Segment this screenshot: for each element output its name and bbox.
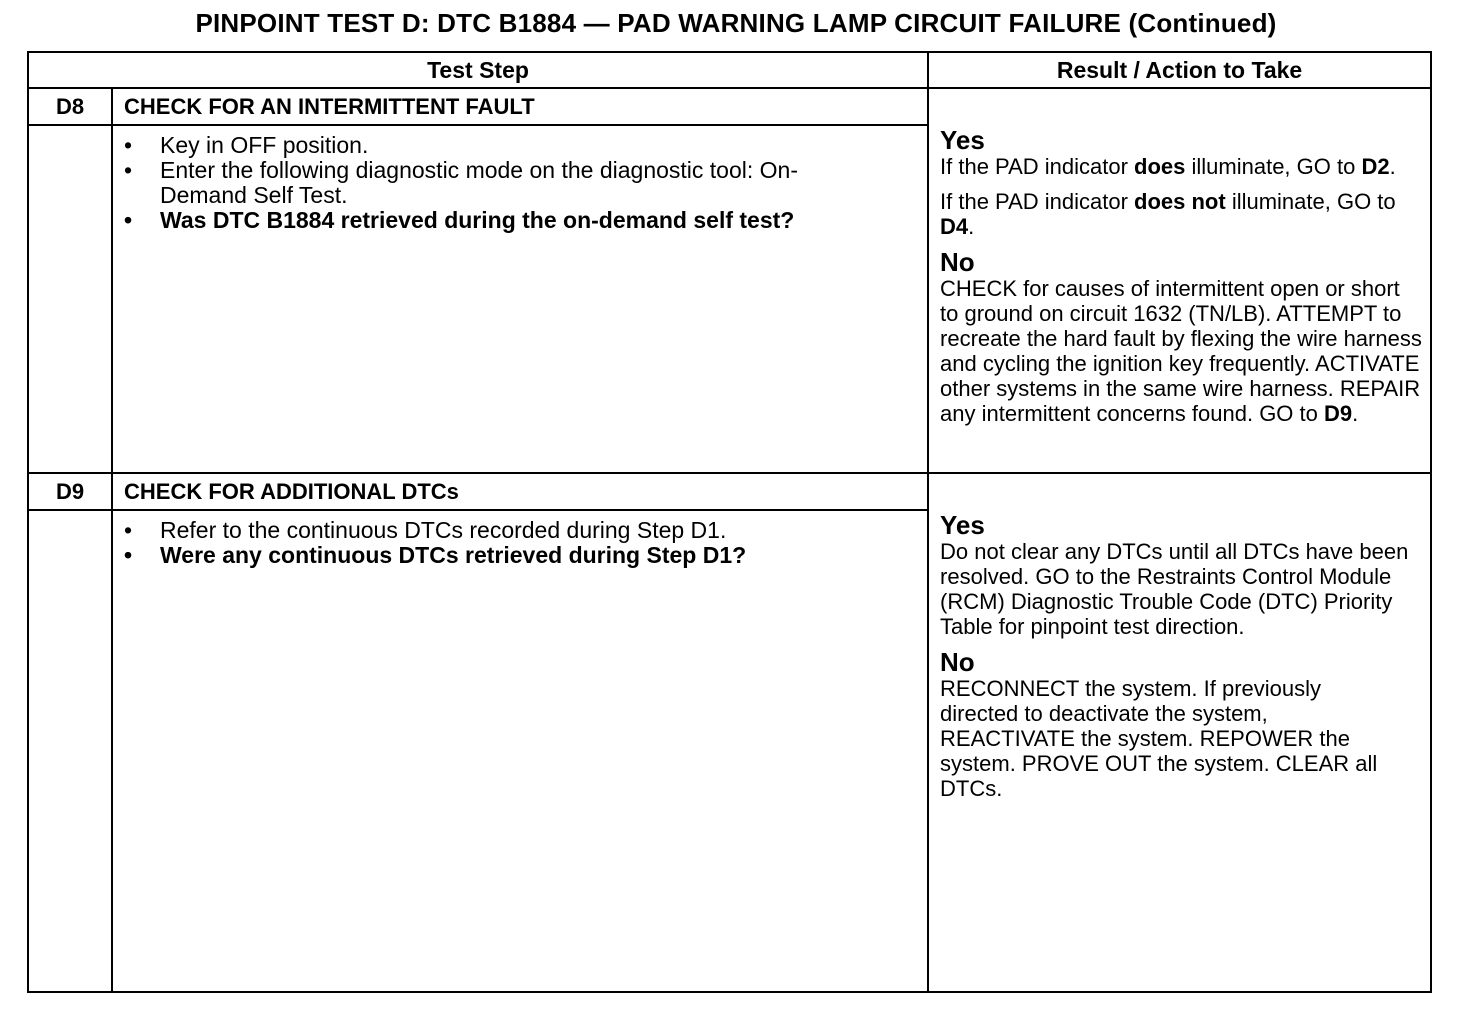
yes-action-2: If the PAD indicator does not illuminate, GO to D4. — [940, 189, 1396, 239]
yes-label: Yes — [940, 125, 985, 155]
step-d9-heading-row — [28, 473, 1431, 510]
step-instructions — [112, 125, 928, 473]
step-id: D8 — [28, 88, 112, 125]
step-instructions — [112, 510, 928, 992]
list-item: • Key in OFF position. — [113, 133, 927, 158]
list-item-question: • Was DTC B1884 retrieved during the on-demand self test? — [113, 208, 927, 233]
yes-label: Yes — [940, 510, 985, 540]
step-d8-heading-row — [28, 88, 1431, 125]
step-d9-result — [928, 473, 1431, 992]
header-result: Result / Action to Take — [928, 52, 1431, 88]
step-heading: CHECK FOR AN INTERMITTENT FAULT — [112, 88, 928, 125]
table-header-row — [28, 52, 1431, 88]
no-action: RECONNECT the system. If previously directed to deactivate the system, REACTIVATE the system. REPOWER the system. PROVE OUT the system. CLEAR all DTCs. — [940, 676, 1378, 801]
yes-action: Do not clear any DTCs until all DTCs have been resolved. GO to the Restraints Control Module (RCM) Diagnostic Trouble Code (DTC) Priority Table for pinpoint test direction. — [940, 539, 1409, 639]
pinpoint-test-table — [27, 51, 1432, 993]
list-item: • Refer to the continuous DTCs recorded during Step D1. — [113, 518, 927, 543]
page-title: PINPOINT TEST D: DTC B1884 — PAD WARNING LAMP CIRCUIT FAILURE (Continued) — [195, 8, 1277, 38]
step-id-spacer — [28, 510, 112, 992]
list-item: • Enter the following diagnostic mode on the diagnostic tool: On-Demand Self Test. — [113, 158, 927, 208]
step-list — [113, 133, 927, 233]
no-label: No — [940, 247, 975, 277]
list-item-question: • Were any continuous DTCs retrieved during Step D1? — [113, 543, 927, 568]
step-id-spacer — [28, 125, 112, 473]
header-test-step: Test Step — [28, 52, 928, 88]
step-list — [113, 518, 927, 568]
step-d8-result — [928, 88, 1431, 473]
no-action: CHECK for causes of intermittent open or short to ground on circuit 1632 (TN/LB). ATTEMPT to recreate the hard fault by flexing the wire harness and cycling the ignition key frequently. ACTIVATE other systems in the same wire harness. REPAIR any intermittent concerns found. GO to D9. — [940, 276, 1422, 426]
no-label: No — [940, 647, 975, 677]
step-heading: CHECK FOR ADDITIONAL DTCs — [112, 473, 928, 510]
step-id: D9 — [28, 473, 112, 510]
yes-action-1: If the PAD indicator does illuminate, GO to D2. — [940, 154, 1396, 179]
